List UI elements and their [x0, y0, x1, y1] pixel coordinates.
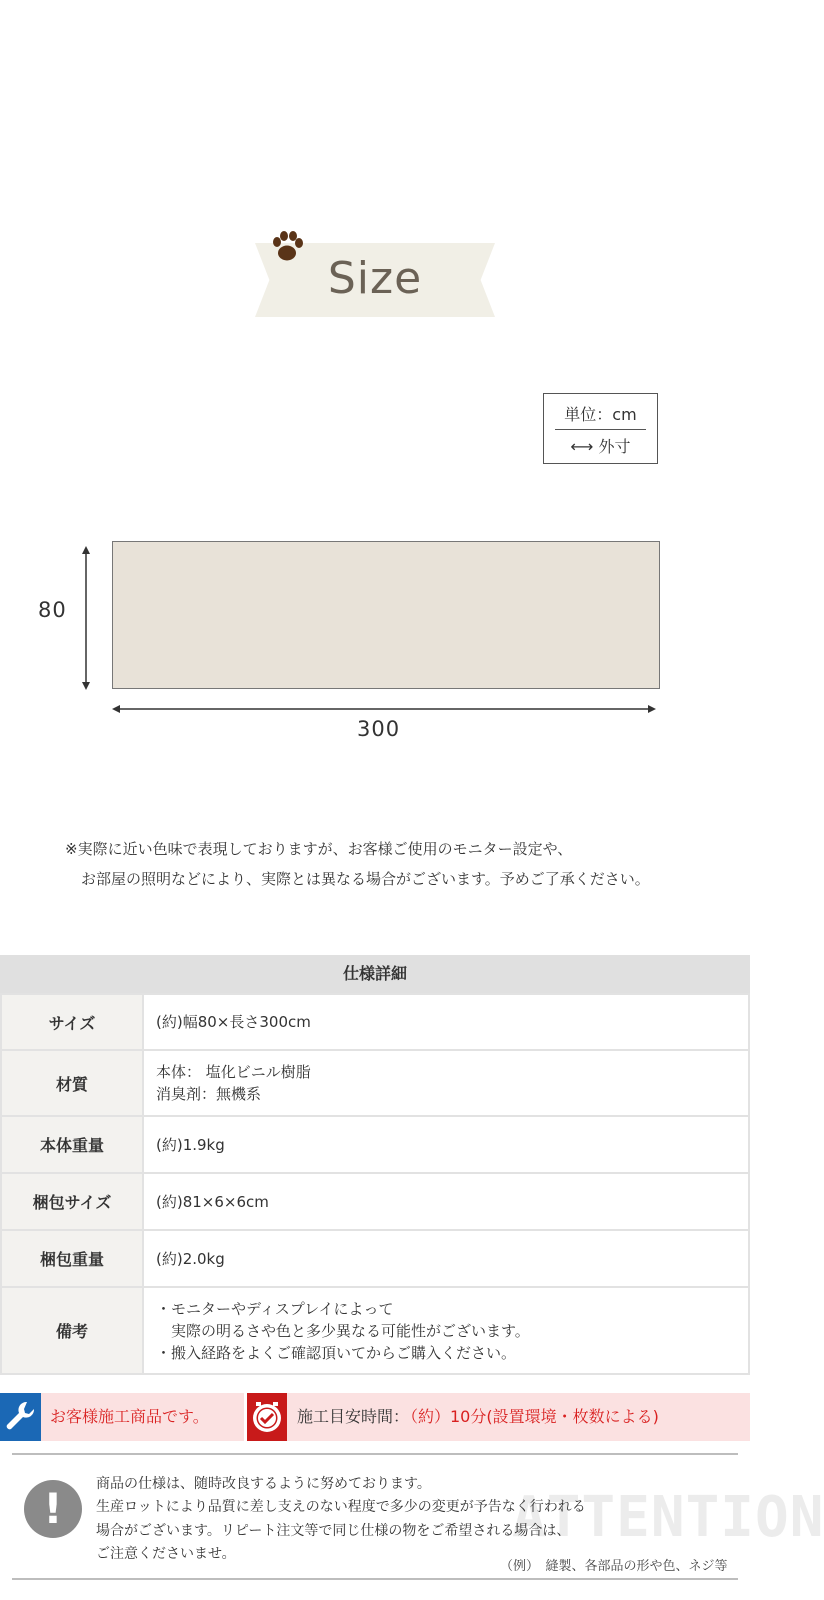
color-note-line-2: お部屋の照明などにより、実際とは異なる場合がございます。予めご了承ください。: [81, 870, 650, 888]
clock-icon: [247, 1393, 287, 1441]
table-row: [1, 1116, 749, 1173]
table-row: [1, 994, 749, 1050]
height-arrow: [82, 546, 90, 690]
width-arrow: [112, 705, 656, 713]
spec-key: サイズ: [1, 994, 143, 1050]
outer-size-label: 外寸: [598, 437, 631, 456]
spec-value: (約)2.0kg: [143, 1230, 749, 1287]
install-time-value: （約）10分(設置環境・枚数による): [402, 1407, 659, 1426]
banner-title: Size: [327, 253, 423, 304]
spec-value: (約)1.9kg: [143, 1116, 749, 1173]
width-dimension: 300: [357, 717, 401, 741]
attention-top-rule: [12, 1453, 738, 1455]
spec-key: 材質: [1, 1050, 143, 1116]
spec-title: 仕様詳細: [0, 955, 750, 993]
attention-line-2: 生産ロットにより品質に差し支えのない程度で多少の変更が予告なく行われる: [96, 1499, 586, 1515]
exclamation-icon: !: [24, 1480, 82, 1538]
install-time-label: 施工目安時間：: [297, 1407, 410, 1426]
spec-value: (約)81×6×6cm: [143, 1173, 749, 1230]
spec-key: 備考: [1, 1287, 143, 1374]
unit-label: 単位：cm: [564, 405, 637, 424]
attention-example: （例） 縫製、各部品の形や色、ネジ等: [500, 1559, 728, 1574]
spec-table: [0, 993, 750, 1375]
attention-watermark: ATTENTION: [512, 1485, 824, 1550]
double-arrow-icon: ⟷: [570, 437, 594, 456]
spec-value: ・モニターやディスプレイによって 実際の明るさや色と多少異なる可能性がございます。 ・搬入経路をよくご確認頂いてからご購入ください。: [143, 1287, 749, 1374]
table-row: [1, 1230, 749, 1287]
table-row: [1, 1050, 749, 1116]
attention-bottom-rule: [12, 1578, 738, 1580]
spec-value: (約)幅80×長さ300cm: [143, 994, 749, 1050]
spec-key: 本体重量: [1, 1116, 143, 1173]
table-row: [1, 1287, 749, 1374]
height-dimension: 80: [38, 598, 67, 622]
attention-line-3: 場合がございます。リピート注文等で同じ仕様の物をご希望される場合は、: [96, 1523, 571, 1539]
spec-key: 梱包サイズ: [1, 1173, 143, 1230]
attention-line-1: 商品の仕様は、随時改良するように努めております。: [96, 1476, 431, 1492]
attention-line-4: ご注意くださいませ。: [96, 1546, 236, 1562]
wrench-icon: [0, 1393, 41, 1441]
dimension-arrows: [0, 0, 750, 760]
table-row: [1, 1173, 749, 1230]
spec-key: 梱包重量: [1, 1230, 143, 1287]
color-note-line-1: ※実際に近い色味で表現しておりますが、お客様ご使用のモニター設定や、: [65, 840, 573, 858]
spec-value: 本体： 塩化ビニル樹脂 消臭剤：無機系: [143, 1050, 749, 1116]
install-notice-text: お客様施工商品です。: [50, 1407, 209, 1426]
